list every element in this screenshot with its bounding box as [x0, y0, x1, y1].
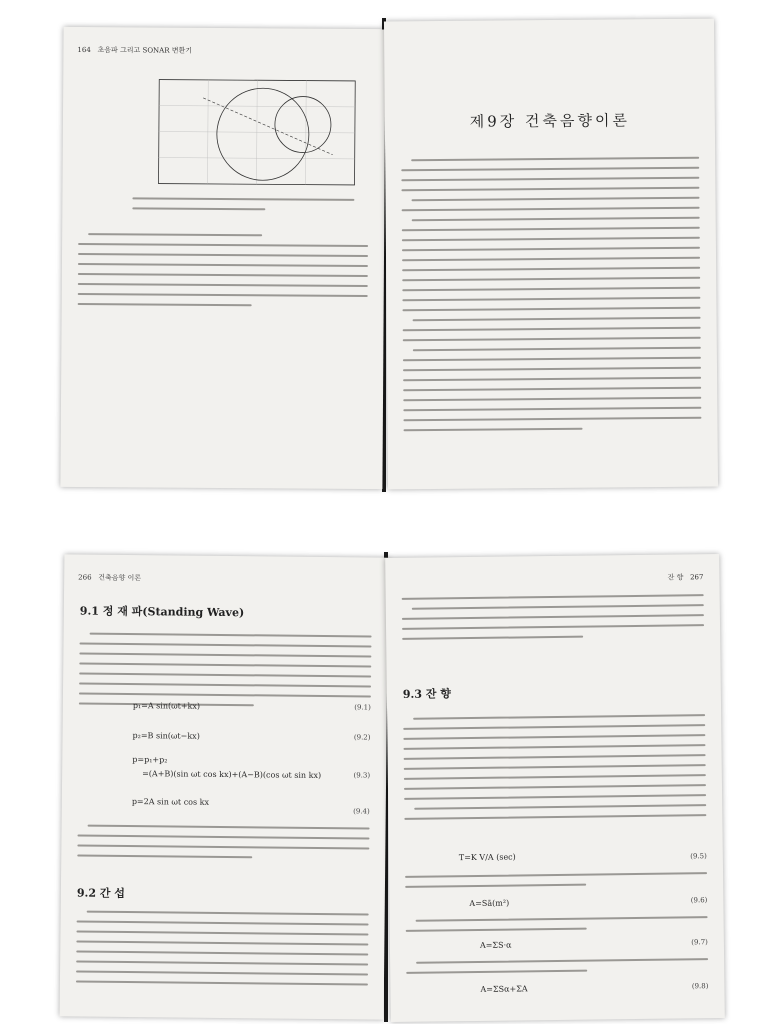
body-text-top-left [78, 233, 369, 315]
body-text-standing-wave-2 [77, 824, 369, 867]
equation-number: (9.4) [353, 807, 370, 816]
page-top-right [384, 19, 718, 490]
page-bottom-left [60, 554, 389, 1019]
equation-9-4: p=2A sin ωt cos kx [131, 797, 210, 807]
body-text-standing-wave [79, 632, 372, 715]
body-text-reverberation-4 [406, 958, 708, 982]
small-circle [275, 96, 331, 152]
body-text-reverberation [403, 714, 706, 828]
equation-9-7: A=ΣS·α [479, 940, 512, 950]
page-bottom-right [385, 554, 725, 1022]
page-header [77, 45, 192, 56]
page-number: 164 [77, 45, 91, 55]
body-text-reverberation-3 [406, 916, 708, 940]
figure-caption-placeholder [132, 197, 354, 219]
body-text-reverberation-2 [405, 872, 707, 896]
body-text-interference [76, 910, 369, 993]
equation-9-1: p₁=A sin(ωt+kx) [132, 701, 201, 711]
equation-number: (9.8) [691, 982, 709, 991]
impedance-circle-figure [142, 75, 363, 195]
equation-9-5: T=K V/A (sec) [458, 852, 516, 863]
page-header [668, 572, 704, 582]
equation-number: (9.7) [691, 938, 708, 947]
page-number: 266 [78, 573, 92, 582]
page-top-left [60, 27, 385, 489]
equation-9-2: p₂=B sin(ωt−kx) [132, 731, 200, 741]
plot-grid [159, 80, 356, 185]
equation-9-8: A=ΣSα+ΣA [480, 984, 528, 994]
equation-number: (9.3) [353, 771, 371, 780]
large-circle [217, 88, 310, 181]
running-head: 잔 향 [667, 573, 684, 582]
equation-number: (9.1) [354, 703, 371, 712]
section-title-standing-wave: 9.1 정 재 파(Standing Wave) [79, 604, 245, 620]
equation-9-3: =(A+B)(sin ωt cos kx)+(A−B)(cos ωt sin kx) [142, 769, 322, 781]
equation-sum: p=p₁+p₂ [132, 755, 168, 765]
running-head: 건축음향 이론 [98, 573, 142, 583]
chapter-title: 제9장 건축음향이론 [469, 111, 631, 131]
equation-9-6: A=Sā(m²) [469, 898, 510, 909]
running-head: 초음파 그리고 SONAR 변환기 [97, 46, 193, 55]
page-header [78, 572, 141, 583]
section-title-reverberation: 9.3 잔 향 [402, 687, 451, 701]
equation-number: (9.6) [690, 896, 708, 905]
body-text-interference-cont [402, 594, 705, 648]
equation-number: (9.2) [353, 733, 371, 742]
equation-number: (9.5) [690, 852, 707, 861]
page-number: 267 [690, 573, 704, 582]
body-text-top-right [401, 157, 701, 440]
section-title-interference: 9.2 간 섭 [76, 886, 126, 900]
